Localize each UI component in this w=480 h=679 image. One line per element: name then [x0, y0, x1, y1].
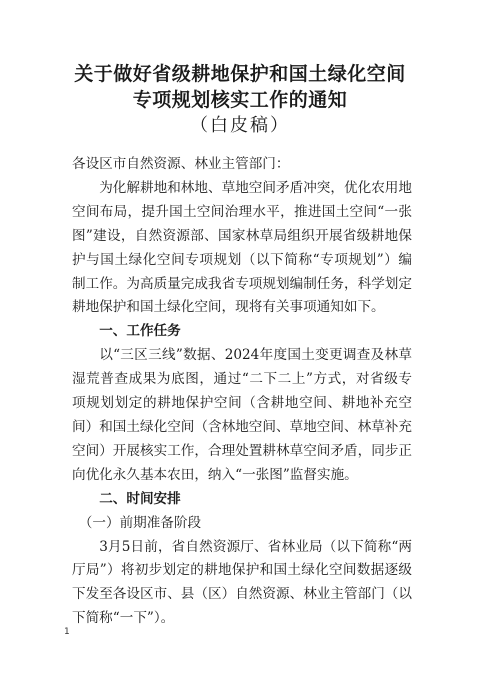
- document-title-line-1: 关于做好省级耕地保护和国土绿化空间: [74, 63, 406, 85]
- intro-paragraph: 为化解耕地和林地、草地空间矛盾冲突，优化农用地空间布局，提升国土空间治理水平，推进国土空间“一张图”建设，自然资源部、国家林草局组织开展省级耕地保护与国土绿化空间专项规划（以下简称“专项规划”）编制工作。为高质量完成我省专项规划编制任务，科学划定耕地保护和国土绿化空间，现将有关事项通知如下。: [72, 179, 412, 316]
- document-body: [72, 153, 412, 631]
- page-number: 1: [64, 627, 70, 637]
- section-2-heading: 二、时间安排: [99, 490, 181, 507]
- section-2-sub-1-paragraph: 3月5日前，省自然资源厅、省林业局（以下简称“两厅局”）将初步划定的耕地保护和国土绿化空间数据逐级下发至各设区市、县（区）自然资源、林业主管部门（以下简称“一下”）。: [72, 538, 412, 627]
- salutation: 各设区市自然资源、林业主管部门：: [72, 156, 290, 172]
- section-2-subheading-1: （一）前期准备阶段: [78, 514, 202, 531]
- section-1-heading: 一、工作任务: [99, 323, 181, 340]
- document-draft-label: （白皮稿）: [190, 115, 290, 136]
- document-title-line-2: 专项规划核实工作的通知: [132, 89, 348, 111]
- section-1-paragraph: 以“三区三线”数据、2024年度国土变更调查及林草湿荒普查成果为底图，通过“二下二上”方式，对省级专项规划划定的耕地保护空间（含耕地空间、耕地补充空间）和国土绿化空间（含林地空间、草地空间、林草补充空间）开展核实工作，合理处置耕林草空间矛盾，同步正向优化永久基本农田，纳入“一张图”监督实施。: [72, 347, 412, 483]
